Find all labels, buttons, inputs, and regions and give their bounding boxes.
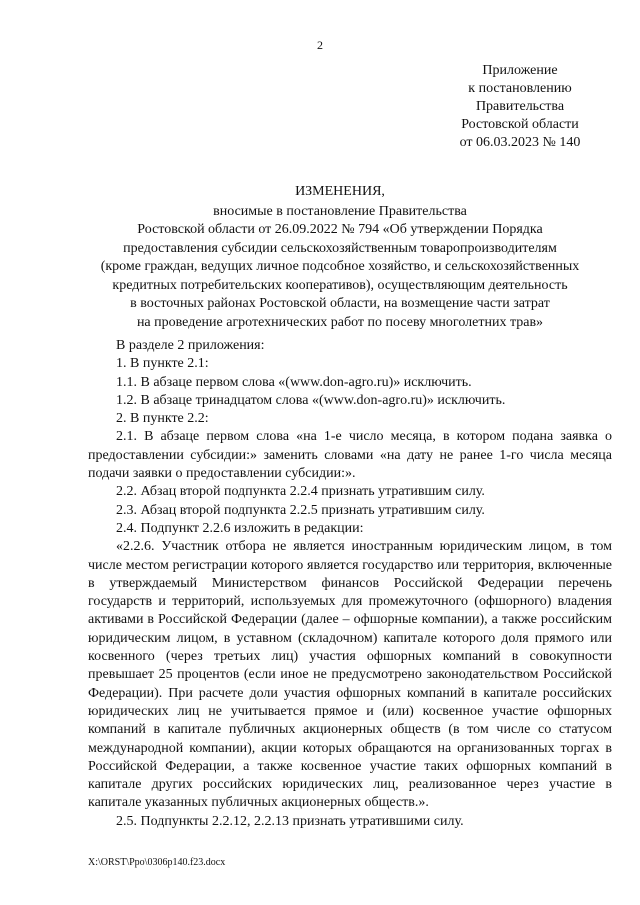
title-line: (кроме граждан, ведущих личное подсобное хозяйство, и сельскохозяйственных xyxy=(100,259,580,274)
appendix-block xyxy=(440,62,600,152)
file-path-footer: X:\ORST\Ppo\0306p140.f23.docx xyxy=(88,857,226,868)
item-1-2: 1.2. В абзаце тринадцатом слова «(www.don-agro.ru)» исключить. xyxy=(116,392,506,408)
document-body xyxy=(88,337,612,831)
item-1: 1. В пункте 2.1: xyxy=(116,356,209,372)
appendix-line: к постановлению xyxy=(468,81,572,96)
item-2: 2. В пункте 2.2: xyxy=(116,411,209,427)
item-2-2: 2.2. Абзац второй подпункта 2.2.4 признать утратившим силу. xyxy=(116,484,485,500)
appendix-line: Правительства xyxy=(475,99,565,114)
document-title xyxy=(60,183,620,332)
quoted-subclause-2-2-6: «2.2.6. Участник отбора не является иностранным юридическим лицом, в том числе местом регистрации которого является государство или территория, включенные в утверждаемый Министерством финансов Российской Федерации перечень государств и территорий, используемых для промежуточного (офшорного) владения активами в Российской Федерации (далее – офшорные компании), а также российским юридическим лицом, в уставном (складочном) капитале которого доля прямого или косвенного (через третьих лиц) участия офшорных компаний в совокупности превышает 25 процентов (если иное не предусмотрено законодательством Российской Федерации). При расчете доли участия офшорных компаний в капитале российских юридических лиц не учитывается прямое и (или) косвенное участие офшорных компаний в капитале публичных акционерных обществ (в том числе со статусом международной компании), акции которых обращаются на организованных торгах в Российской Федерации, а также косвенное участие таких офшорных компаний в капитале других российских юридических лиц, реализованное через участие в капитале указанных публичных акционерных обществ.». xyxy=(88,539,612,811)
item-2-4: 2.4. Подпункт 2.2.6 изложить в редакции: xyxy=(116,520,364,536)
title-line: вносимые в постановление Правительства xyxy=(213,203,467,219)
title-line: Ростовской области от 26.09.2022 № 794 «Об утверждении Порядка xyxy=(137,222,543,237)
item-2-5: 2.5. Подпункты 2.2.12, 2.2.13 признать утратившими силу. xyxy=(116,813,464,829)
title-line: предоставления субсидии сельскохозяйственным товаропроизводителям xyxy=(123,240,557,256)
body-intro: В разделе 2 приложения: xyxy=(116,338,265,353)
item-1-1: 1.1. В абзаце первом слова «(www.don-agro.ru)» исключить. xyxy=(116,374,472,390)
title-line: на проведение агротехнических работ по посеву многолетних трав» xyxy=(136,314,544,330)
title-line: в восточных районах Ростовской области, на возмещение части затрат xyxy=(130,296,550,311)
title-heading: ИЗМЕНЕНИЯ, xyxy=(295,184,385,199)
item-2-1: 2.1. В абзаце первом слова «на 1-е число месяца, в котором подана заявка о предоставлении субсидии:» заменить словами «на дату не ранее 1-го числа месяца подачи заявки о предоставлении субсидии:». xyxy=(88,429,612,482)
appendix-line: Приложение xyxy=(482,63,558,78)
page-number: 2 xyxy=(317,38,323,52)
item-2-3: 2.3. Абзац второй подпункта 2.2.5 признать утратившим силу. xyxy=(116,502,485,518)
title-line: кредитных потребительских кооперативов), осуществляющим деятельность xyxy=(112,277,568,293)
appendix-line: Ростовской области xyxy=(461,117,579,132)
appendix-date-line: от 06.03.2023 № 140 xyxy=(459,135,581,150)
